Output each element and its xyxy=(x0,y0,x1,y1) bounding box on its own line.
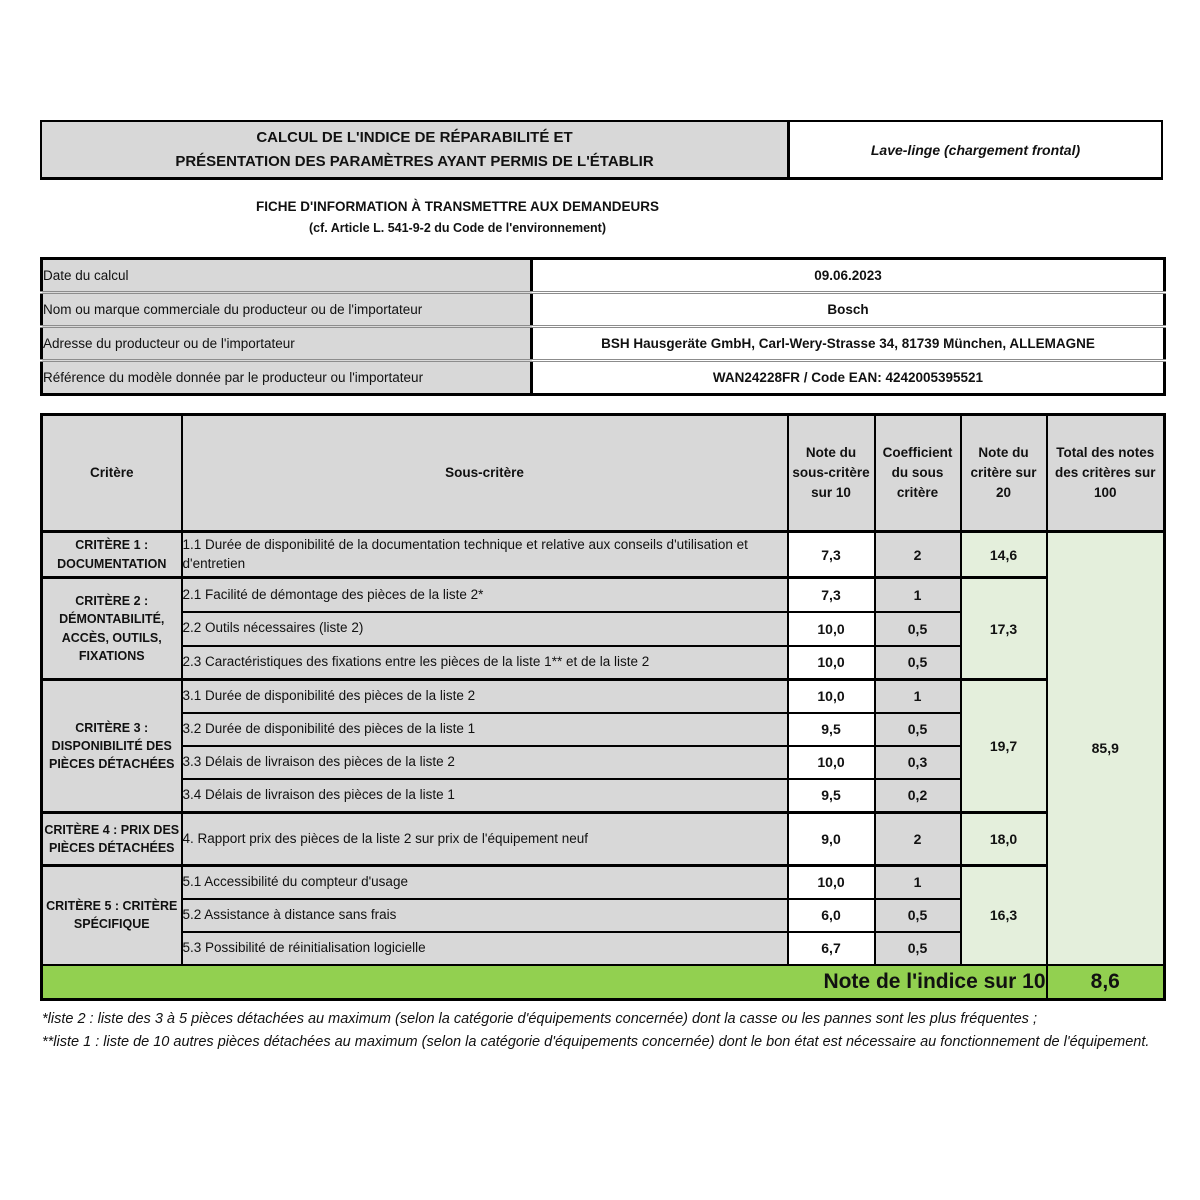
info-value-brand: Bosch xyxy=(532,293,1165,327)
note10-2-2: 10,0 xyxy=(788,612,875,646)
coef-5-1: 1 xyxy=(875,866,961,899)
table-row xyxy=(42,361,1165,395)
coef-3-2: 0,5 xyxy=(875,713,961,746)
note20-criterion-3: 19,7 xyxy=(961,680,1047,813)
coef-3-4: 0,2 xyxy=(875,779,961,813)
subcriterion-1-1: 1.1 Durée de disponibilité de la documentation technique et relative aux conseils d'utilisation et d'entretien xyxy=(182,532,788,578)
total-over-100: 85,9 xyxy=(1047,532,1165,965)
note10-1-1: 7,3 xyxy=(788,532,875,578)
coef-3-1: 1 xyxy=(875,680,961,713)
info-value-address: BSH Hausgeräte GmbH, Carl-Wery-Strasse 34, 81739 München, ALLEMAGNE xyxy=(532,327,1165,361)
subcriterion-2-2: 2.2 Outils nécessaires (liste 2) xyxy=(182,612,788,646)
info-label-address: Adresse du producteur ou de l'importateur xyxy=(42,327,532,361)
table-row xyxy=(42,813,1165,866)
table-row xyxy=(42,327,1165,361)
note10-3-3: 10,0 xyxy=(788,746,875,779)
note10-4: 9,0 xyxy=(788,813,875,866)
info-value-date: 09.06.2023 xyxy=(814,268,882,283)
criterion-5-label: CRITÈRE 5 : CRITÈRE SPÉCIFIQUE xyxy=(42,866,182,965)
product-info-table xyxy=(40,257,1166,396)
subtitle: FICHE D'INFORMATION À TRANSMETTRE AUX DEMANDEURS xyxy=(256,199,659,214)
subcriterion-4: 4. Rapport prix des pièces de la liste 2 sur prix de l'équipement neuf xyxy=(182,813,788,866)
subcriterion-2-3: 2.3 Caractéristiques des fixations entre les pièces de la liste 1** et de la liste 2 xyxy=(182,646,788,680)
note10-3-2: 9,5 xyxy=(788,713,875,746)
footnote-liste-1: **liste 1 : liste de 10 autres pièces détachées au maximum (selon la catégorie d'équipements concernée) dont le bon état est nécessaire au fonctionnement de l'équipement. xyxy=(42,1034,1150,1050)
footnote-liste-2: *liste 2 : liste des 3 à 5 pièces détachées au maximum (selon la catégorie d'équipements concernée) dont la casse ou les pannes sont les plus fréquentes ; xyxy=(42,1011,1037,1027)
criterion-3-label: CRITÈRE 3 : DISPONIBILITÉ DES PIÈCES DÉTACHÉES xyxy=(42,680,182,813)
header-note-critere-20: Note du critère sur 20 xyxy=(961,415,1047,532)
coef-2-2: 0,5 xyxy=(875,612,961,646)
info-label-brand: Nom ou marque commerciale du producteur ou de l'importateur xyxy=(42,293,532,327)
note10-2-3: 10,0 xyxy=(788,646,875,680)
subtitle-block xyxy=(40,199,875,235)
subcriterion-3-1: 3.1 Durée de disponibilité des pièces de la liste 2 xyxy=(182,680,788,713)
note20-criterion-4: 18,0 xyxy=(961,813,1047,866)
criterion-4-label: CRITÈRE 4 : PRIX DES PIÈCES DÉTACHÉES xyxy=(42,813,182,866)
table-row xyxy=(42,532,1165,578)
index-result-value: 8,6 xyxy=(1047,965,1165,1000)
subcriterion-5-2: 5.2 Assistance à distance sans frais xyxy=(182,899,788,932)
criteria-table xyxy=(40,413,1166,1001)
subcriterion-2-1: 2.1 Facilité de démontage des pièces de la liste 2* xyxy=(182,578,788,612)
header-coefficient: Coefficient du sous critère xyxy=(875,415,961,532)
header-total-100: Total des notes des critères sur 100 xyxy=(1047,415,1165,532)
note10-5-1: 10,0 xyxy=(788,866,875,899)
note10-3-1: 10,0 xyxy=(788,680,875,713)
coef-3-3: 0,3 xyxy=(875,746,961,779)
table-row xyxy=(42,866,1165,899)
coef-2-1: 1 xyxy=(875,578,961,612)
info-value-model: WAN24228FR / Code EAN: 4242005395521 xyxy=(532,361,1165,395)
document-title-line2: PRÉSENTATION DES PARAMÈTRES AYANT PERMIS DE L'ÉTABLIR xyxy=(175,152,654,170)
criteria-header-row xyxy=(42,415,1165,532)
header-sous-critere: Sous-critère xyxy=(182,415,788,532)
note10-3-4: 9,5 xyxy=(788,779,875,813)
table-row xyxy=(42,259,1165,293)
note10-5-3: 6,7 xyxy=(788,932,875,965)
table-row xyxy=(42,680,1165,713)
coef-2-3: 0,5 xyxy=(875,646,961,680)
footnotes xyxy=(42,1011,1160,1050)
note10-2-1: 7,3 xyxy=(788,578,875,612)
info-label-date: Date du calcul xyxy=(42,259,532,293)
coef-1-1: 2 xyxy=(875,532,961,578)
header-critere: Critère xyxy=(42,415,182,532)
index-result-row xyxy=(42,965,1165,1000)
criterion-2-label: CRITÈRE 2 : DÉMONTABILITÉ, ACCÈS, OUTILS, FIXATIONS xyxy=(42,578,182,680)
index-result-label: Note de l'indice sur 10 xyxy=(42,965,1047,1000)
header-note-sous-critere: Note du sous-critère sur 10 xyxy=(788,415,875,532)
subcriterion-3-2: 3.2 Durée de disponibilité des pièces de la liste 1 xyxy=(182,713,788,746)
criterion-1-label: CRITÈRE 1 : DOCUMENTATION xyxy=(42,532,182,578)
coef-4: 2 xyxy=(875,813,961,866)
coef-5-2: 0,5 xyxy=(875,899,961,932)
product-type-label: Lave-linge (chargement frontal) xyxy=(870,141,1081,158)
note10-5-2: 6,0 xyxy=(788,899,875,932)
document-title-line1: CALCUL DE L'INDICE DE RÉPARABILITÉ ET xyxy=(256,129,573,147)
subcriterion-5-1: 5.1 Accessibilité du compteur d'usage xyxy=(182,866,788,899)
note20-criterion-5: 16,3 xyxy=(961,866,1047,965)
note20-criterion-2: 17,3 xyxy=(961,578,1047,680)
info-label-model: Référence du modèle donnée par le producteur ou l'importateur xyxy=(42,361,532,395)
title-banner xyxy=(40,120,1163,180)
document-title xyxy=(42,122,790,177)
subcriterion-5-3: 5.3 Possibilité de réinitialisation logicielle xyxy=(182,932,788,965)
table-row xyxy=(42,293,1165,327)
product-type-cell xyxy=(790,122,1161,177)
subcriterion-3-4: 3.4 Délais de livraison des pièces de la liste 1 xyxy=(182,779,788,813)
table-row xyxy=(42,578,1165,612)
note20-criterion-1: 14,6 xyxy=(961,532,1047,578)
coef-5-3: 0,5 xyxy=(875,932,961,965)
subtitle-reference: (cf. Article L. 541-9-2 du Code de l'environnement) xyxy=(308,221,606,235)
subcriterion-3-3: 3.3 Délais de livraison des pièces de la liste 2 xyxy=(182,746,788,779)
